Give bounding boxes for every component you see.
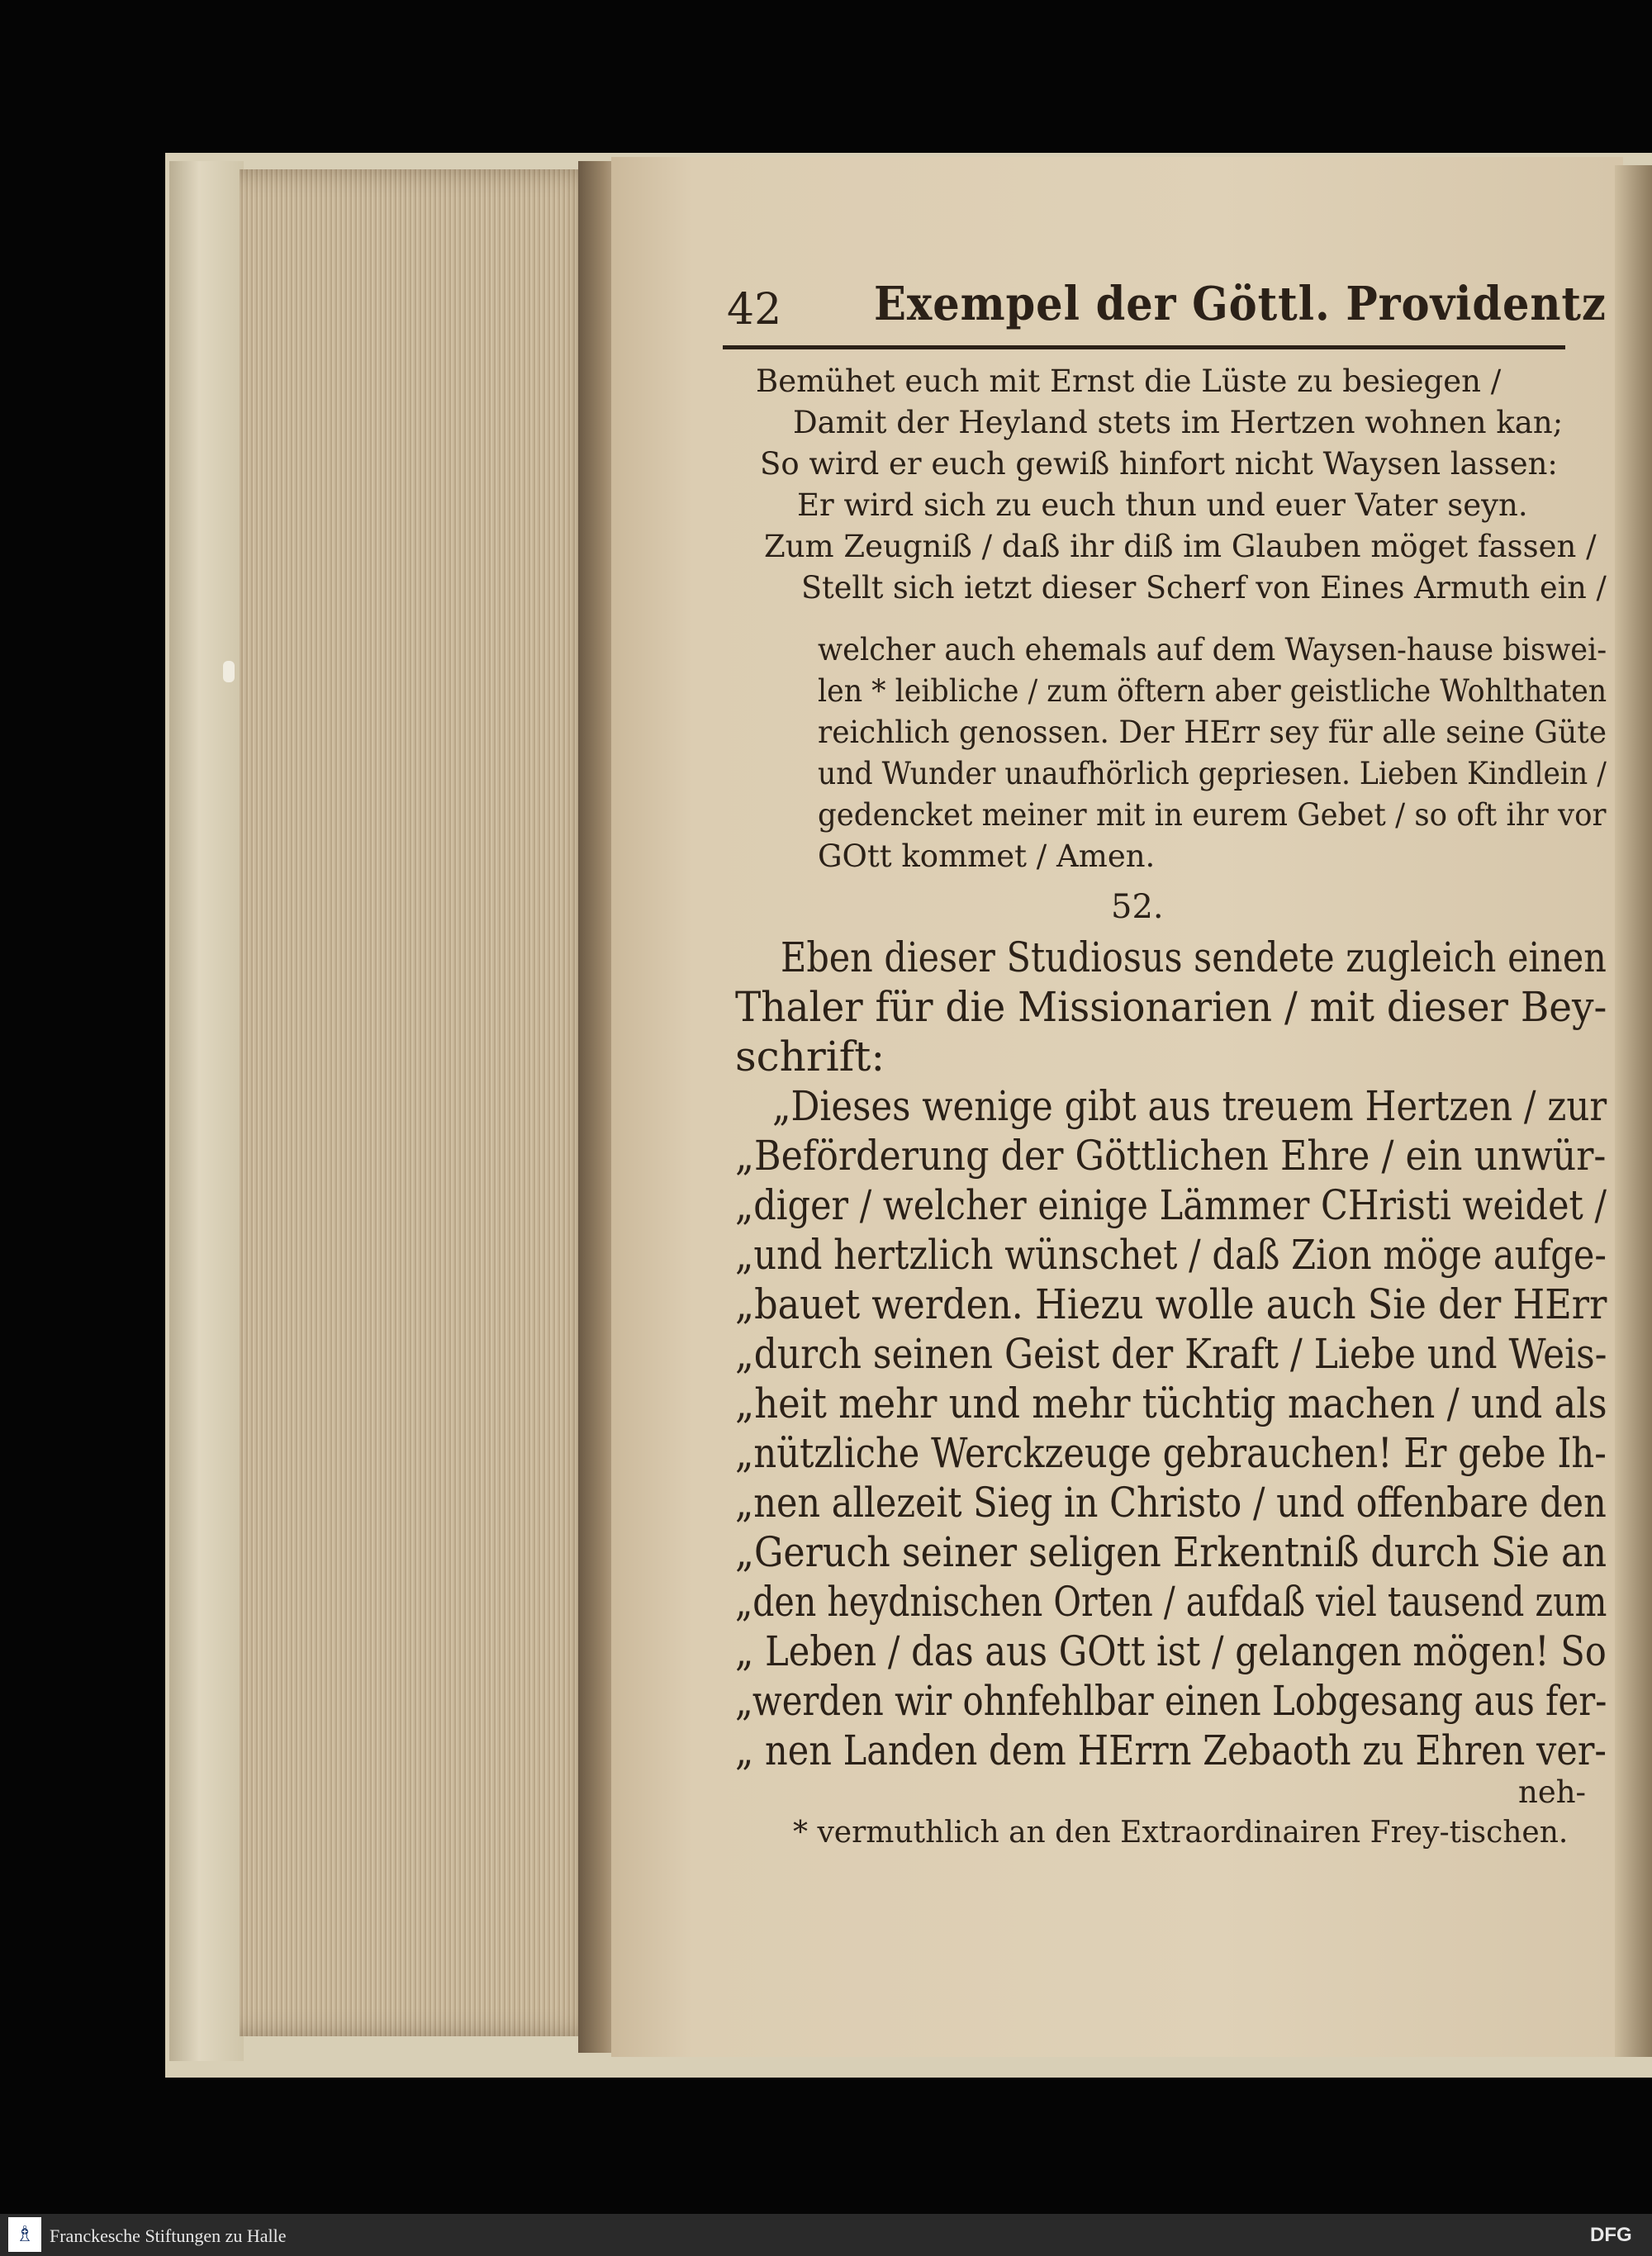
running-title: Exempel der Göttl. Providentz xyxy=(874,277,1607,331)
header-rule xyxy=(723,345,1565,349)
paragraph-line: len * leibliche / zum öftern aber geistliche Wohlthaten xyxy=(818,673,1607,709)
page-number: 42 xyxy=(727,285,782,335)
main-text-line: Eben dieser Studiosus sendete zugleich einen xyxy=(781,933,1607,981)
paragraph-line: gedencket meiner mit in eurem Gebet / so oft ihr vor xyxy=(818,797,1607,833)
vellum-binding xyxy=(169,161,244,2061)
main-text-line: „heit mehr und mehr tüchtig machen / und als xyxy=(735,1380,1607,1427)
main-text-line: „ nen Landen dem HErrn Zebaoth zu Ehren ver- xyxy=(735,1726,1607,1774)
paragraph-line: reichlich genossen. Der HErr sey für alle seine Güte xyxy=(818,715,1607,750)
franckesche-logo-icon[interactable]: ♗ xyxy=(8,2217,41,2252)
main-text-line: „Beförderung der Göttlichen Ehre / ein unwür- xyxy=(735,1132,1607,1180)
page-right-edge xyxy=(1615,165,1652,2057)
main-text-line: „durch seinen Geist der Kraft / Liebe und Weis- xyxy=(735,1330,1607,1378)
paragraph-line: welcher auch ehemals auf dem Waysen-hause biswei- xyxy=(818,632,1607,667)
verse-line: So wird er euch gewiß hinfort nicht Waysen lassen: xyxy=(760,446,1558,482)
main-text-line: „und hertzlich wünschet / daß Zion möge aufge- xyxy=(735,1231,1607,1279)
binding-clasp xyxy=(223,661,235,682)
main-text-line: „den heydnischen Orten / aufdaß viel tausend zum xyxy=(735,1578,1607,1626)
section-number: 52. xyxy=(1111,888,1164,926)
verse-line: Damit der Heyland stets im Hertzen wohnen kan; xyxy=(793,405,1564,440)
main-text-line: „ Leben / das aus GOtt ist / gelangen mögen! So xyxy=(735,1627,1607,1675)
footnote: * vermuthlich an den Extraordinairen Frey-tischen. xyxy=(793,1816,1569,1850)
paragraph-line: GOtt kommet / Amen. xyxy=(818,838,1156,874)
catchword: neh- xyxy=(1518,1774,1587,1810)
dfg-logo[interactable]: DFG xyxy=(1590,2224,1632,2246)
main-text-line: Thaler für die Missionarien / mit dieser Bey- xyxy=(735,983,1607,1031)
main-text-line: „Geruch seiner seligen Erkentniß durch Sie an xyxy=(735,1528,1607,1576)
main-text-line: „diger / welcher einige Lämmer CHristi weidet / xyxy=(735,1181,1607,1229)
main-text-line: „bauet werden. Hiezu wolle auch Sie der HErr xyxy=(735,1280,1607,1328)
page-stack-edge xyxy=(240,169,603,2036)
paragraph-line: und Wunder unaufhörlich gepriesen. Lieben Kindlein / xyxy=(818,756,1607,791)
main-text-line: „nen allezeit Sieg in Christo / und offenbare den xyxy=(735,1479,1607,1527)
verse-line: Er wird sich zu euch thun und euer Vater seyn. xyxy=(797,487,1528,523)
institution-link[interactable]: Franckesche Stiftungen zu Halle xyxy=(50,2225,287,2246)
main-text-line: schrift: xyxy=(735,1033,885,1081)
main-text-line: „werden wir ohnfehlbar einen Lobgesang aus fer- xyxy=(735,1677,1607,1725)
verse-line: Bemühet euch mit Ernst die Lüste zu besiegen / xyxy=(756,363,1502,399)
verse-line: Zum Zeugniß / daß ihr diß im Glauben möget fassen / xyxy=(764,529,1597,564)
main-text-line: „nützliche Werckzeuge gebrauchen! Er gebe Ih- xyxy=(735,1429,1607,1477)
main-text-line: „Dieses wenige gibt aus treuem Hertzen / zur xyxy=(772,1082,1607,1130)
verse-line: Stellt sich ietzt dieser Scherf von Eines Armuth ein / xyxy=(801,570,1607,606)
